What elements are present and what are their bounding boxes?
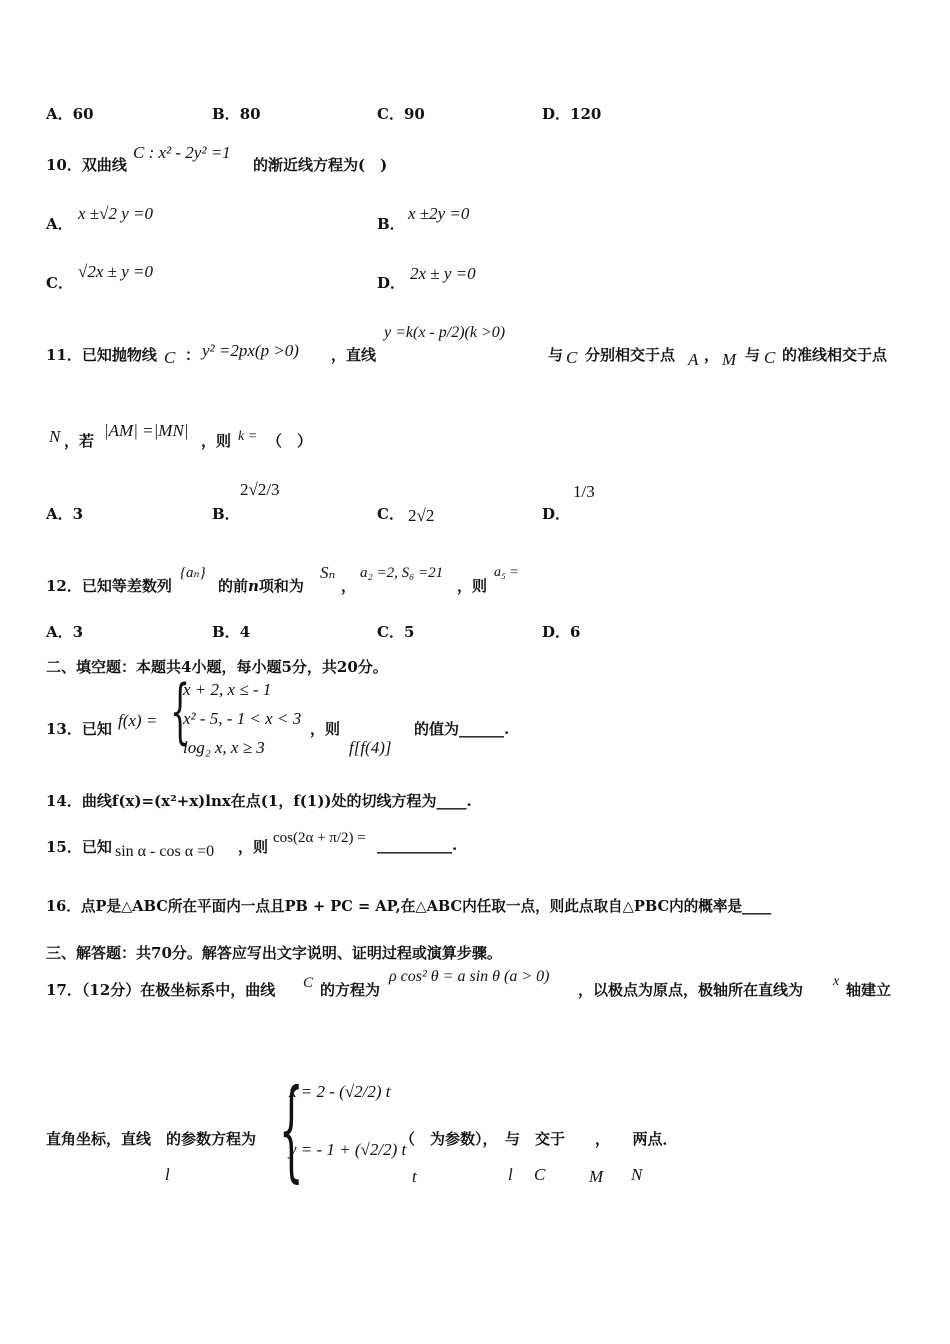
q13-case-3: log₂ x, x ≥ 3	[183, 738, 265, 757]
q11-c2: C	[566, 348, 578, 367]
q13-brace: {	[170, 670, 191, 752]
q17-line1-end: 轴建立	[846, 981, 892, 999]
q11-point-a: A	[688, 350, 699, 369]
q11-text3: 与	[745, 346, 761, 364]
q10-option-d-letter: D．	[377, 274, 406, 292]
q17-line2-pre: 直角坐标，直线 的参数方程为	[46, 1130, 257, 1148]
q11-colon: ：	[185, 346, 201, 364]
q11-option-a: A．3	[46, 505, 84, 523]
q17-sym-l: l	[165, 1165, 170, 1184]
q10-option-a-formula: x ±√2 y =0	[78, 204, 153, 223]
q11-paren: （ ）	[267, 432, 313, 450]
q11-option-c-formula: 2√2	[408, 506, 435, 525]
q16-stem: 16．点P是△ABC所在平面内一点且PB + PC = AP,在△ABC内任取一点，则此点取自△PBC内的概率是____	[46, 898, 772, 915]
q15-stem: 15．已知	[46, 838, 112, 856]
q11-k: k =	[238, 429, 258, 444]
q17-brace: {	[279, 1065, 304, 1193]
q11-text4: 的准线相交于点	[782, 346, 888, 364]
q11-condition: |AM| =|MN|	[104, 421, 189, 440]
q12-target: a₅ =	[494, 565, 519, 580]
q12-mid: 的前n项和为	[218, 577, 304, 595]
q12-comma: ，	[341, 577, 357, 595]
q11-ze: ，则	[201, 432, 232, 450]
q17-sym-t: t	[412, 1167, 417, 1186]
q10-option-b-letter: B．	[377, 215, 405, 233]
q12-given: a₂ =2, S₆ =21	[360, 565, 444, 581]
q12-ze: ，则	[457, 577, 488, 595]
q17-eq1: x = 2 - (√2/2) t	[289, 1082, 391, 1101]
q11-parabola: y² =2px(p >0)	[202, 341, 299, 360]
q9-option-b: B．80	[212, 105, 261, 123]
q11-text1: 与	[548, 346, 564, 364]
q10-option-a-letter: A．	[46, 215, 73, 233]
q14-stem: 14．曲线f(x)=(x²+x)lnx在点(1，f(1))处的切线方程为____.	[46, 792, 472, 810]
q11-option-d-formula: 1/3	[573, 482, 595, 501]
q17-sym-l2: l	[508, 1165, 513, 1184]
q10-formula: C : x² - 2y² =1	[133, 143, 231, 162]
q10-option-b-formula: x ±2y =0	[408, 204, 470, 223]
q17-line1-post: ，以极点为原点，极轴所在直线为	[578, 981, 804, 999]
q10-option-c-formula: √2x ± y =0	[78, 262, 153, 281]
q11-option-c-letter: C．	[377, 505, 404, 523]
q11-comma: ，	[704, 346, 720, 364]
q13-expr: f[f(4)]	[349, 738, 392, 757]
q15-cond: sin α - cos α =0	[115, 843, 215, 860]
q11-point-m: M	[722, 350, 737, 369]
q17-line2-post: （ 为参数）， 与 交于 ， 两点．	[400, 1130, 678, 1148]
q11-line-label: ，直线	[331, 346, 377, 364]
q12-option-d: D．6	[542, 623, 581, 641]
q11-option-d-letter: D．	[542, 505, 571, 523]
q13-ze: ，则	[310, 720, 341, 738]
q17-eq2: y = - 1 + (√2/2) t	[289, 1140, 407, 1159]
q17-x: x	[833, 974, 840, 989]
q13-case-1: x + 2, x ≤ - 1	[183, 680, 272, 699]
q12-option-b: B．4	[212, 623, 251, 641]
q12-option-a: A．3	[46, 623, 84, 641]
q10-post: 的渐近线方程为( )	[253, 156, 388, 174]
q13-case-2: x² - 5, - 1 < x < 3	[183, 709, 302, 728]
q10-stem: 10．双曲线	[46, 156, 127, 174]
q17-sym-c: C	[534, 1165, 546, 1184]
q11-c: C	[164, 348, 176, 367]
section3-title: 三、解答题：共70分。解答应写出文字说明、证明过程或演算步骤。	[46, 944, 502, 962]
q10-option-c-letter: C．	[46, 274, 73, 292]
q15-post: __________.	[377, 836, 458, 854]
q9-option-d: D．120	[542, 105, 602, 123]
q11-option-b-formula: 2√2/3	[240, 480, 280, 499]
q13-stem: 13．已知	[46, 720, 112, 738]
q17-c: C	[303, 975, 314, 991]
q17-sym-n: N	[631, 1165, 643, 1184]
q11-ruo: ，若	[64, 432, 95, 450]
q11-option-b-letter: B．	[212, 505, 240, 523]
q12-seq: {aₙ}	[180, 565, 206, 581]
q12-option-c: C．5	[377, 623, 415, 641]
section2-title: 二、填空题：本题共4小题，每小题5分，共20分。	[46, 658, 388, 676]
q13-post: 的值为______.	[414, 720, 510, 738]
q11-c3: C	[764, 348, 776, 367]
q15-ze: ，则	[238, 838, 269, 856]
q10-option-d-formula: 2x ± y =0	[410, 264, 476, 283]
q11-point-n: N	[49, 427, 61, 446]
q13-f-lhs: f(x) =	[118, 711, 158, 730]
q17-line1-pre: 17．（12分）在极坐标系中，曲线	[46, 981, 276, 999]
q11-text2: 分别相交于点	[585, 346, 676, 364]
q9-option-c: C．90	[377, 105, 425, 123]
q12-sn: Sₙ	[320, 563, 336, 582]
q12-stem: 12．已知等差数列	[46, 577, 172, 595]
q17-polar: ρ cos² θ = a sin θ (a > 0)	[389, 968, 550, 985]
q15-expr: cos(2α + π/2) =	[273, 830, 366, 846]
q17-line1-mid: 的方程为	[320, 981, 381, 999]
q11-line-eq: y =k(x - p/2)(k >0)	[384, 324, 506, 341]
q17-sym-m: M	[589, 1167, 604, 1186]
q11-stem: 11．已知抛物线	[46, 346, 157, 364]
q9-option-a: A．60	[46, 105, 94, 123]
